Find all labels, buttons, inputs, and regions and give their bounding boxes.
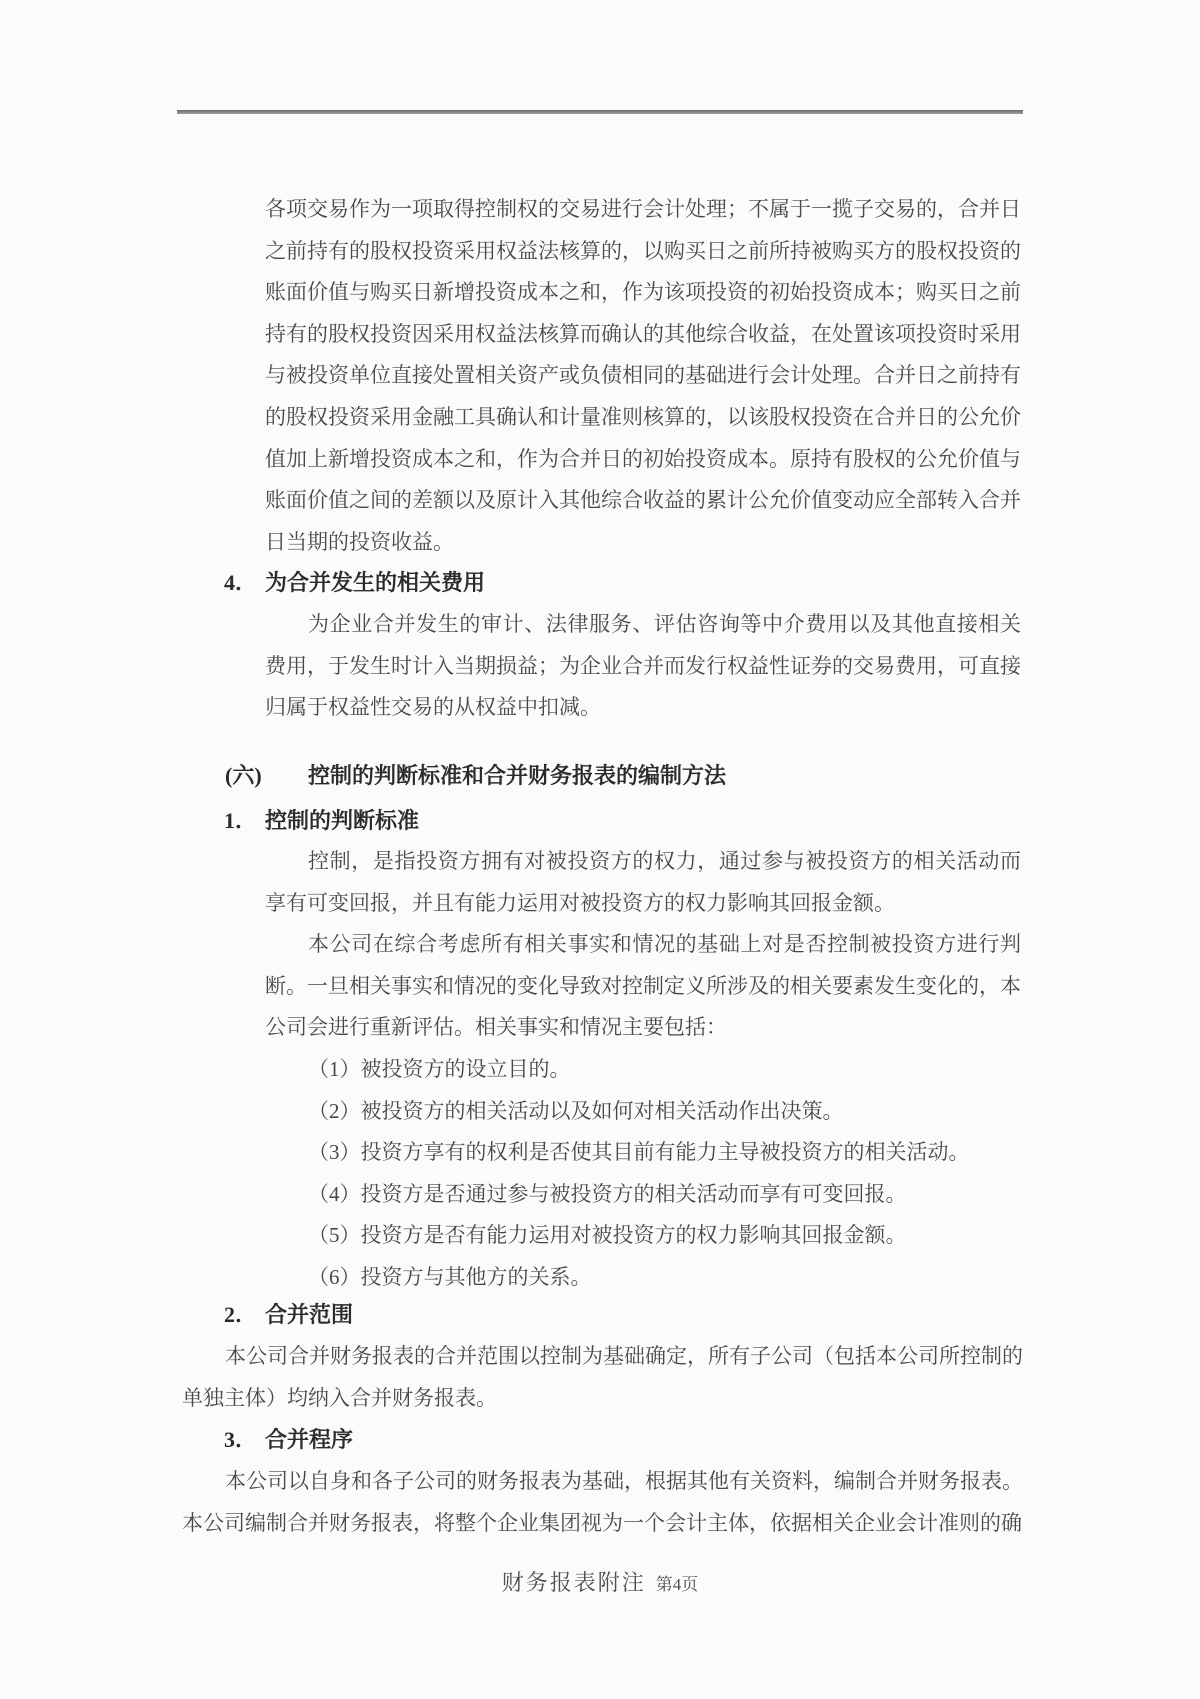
section-number: (六) [225,763,262,788]
paragraph-control-definition: 控制，是指投资方拥有对被投资方的权力，通过参与被投资方的相关活动而享有可变回报，并且有能力运用对被投资方的权力影响其回报金额。 [265,849,1021,915]
list-item: （2）被投资方的相关活动以及如何对相关活动作出决策。 [308,1098,844,1123]
heading-title: 为合并发生的相关费用 [265,570,486,595]
page-footer [0,1562,1200,1607]
heading-number: 4． [224,570,258,595]
section-title: 控制的判断标准和合并财务报表的编制方法 [308,763,727,788]
carryover-paragraph: 各项交易作为一项取得控制权的交易进行会计处理；不属于一揽子交易的，合并日之前持有的股权投资采用权益法核算的，以购买日之前所持被购买方的股权投资的账面价值与购买日新增投资成本之和，作为该项投资的初始投资成本；购买日之前持有的股权投资因采用权益法核算而确认的其他综合收益，在处置该项投资时采用与被投资单位直接处置相关资产或负债相同的基础进行会计处理。合并日之前持有的股权投资采用金融工具确认和计量准则核算的，以该股权投资在合并日的公允价值加上新增投资成本之和，作为合并日的初始投资成本。原持有股权的公允价值与账面价值之间的差额以及原计入其他综合收益的累计公允价值变动应全部转入合并日当期的投资收益。 [265,197,1021,554]
heading-control-criteria [224,800,419,842]
heading-title: 合并范围 [265,1302,354,1327]
paragraph-consolidation-scope: 本公司合并财务报表的合并范围以控制为基础确定，所有子公司（包括本公司所控制的单独主体）均纳入合并财务报表。 [182,1344,1023,1410]
heading-number: 2． [224,1302,258,1327]
section-heading-six [225,755,726,797]
heading-consolidation-procedure [224,1419,353,1461]
heading-number: 3． [224,1427,258,1452]
footer-title: 财务报表附注 [501,1570,646,1595]
header-rule [177,110,1023,114]
control-factors-list [308,1049,1022,1299]
heading-consolidation-scope [224,1294,353,1336]
footer-page-number: 第4页 [655,1575,699,1594]
heading-title: 合并程序 [265,1427,354,1452]
paragraph-control-assessment: 本公司在综合考虑所有相关事实和情况的基础上对是否控制被投资方进行判断。一旦相关事实和情况的变化导致对控制定义所涉及的相关要素发生变化的，本公司会进行重新评估。相关事实和情况主要包括： [265,932,1021,1040]
paragraph-merger-expenses: 为企业合并发生的审计、法律服务、评估咨询等中介费用以及其他直接相关费用，于发生时计入当期损益；为企业合并而发行权益性证券的交易费用，可直接归属于权益性交易的从权益中扣减。 [265,612,1021,720]
list-item: （6）投资方与其他方的关系。 [308,1264,592,1289]
heading-number: 1． [224,808,258,833]
list-item: （3）投资方享有的权利是否使其目前有能力主导被投资方的相关活动。 [308,1140,970,1165]
heading-title: 控制的判断标准 [265,808,420,833]
heading-merger-expenses [224,562,485,604]
list-item: （1）被投资方的设立目的。 [308,1057,571,1081]
paragraph-consolidation-procedure: 本公司以自身和各子公司的财务报表为基础，根据其他有关资料，编制合并财务报表。本公司编制合并财务报表，将整个企业集团视为一个会计主体，依据相关企业会计准则的确 [182,1469,1023,1535]
list-item: （4）投资方是否通过参与被投资方的相关活动而享有可变回报。 [308,1181,907,1206]
list-item: （5）投资方是否有能力运用对被投资方的权力影响其回报金额。 [308,1223,907,1248]
